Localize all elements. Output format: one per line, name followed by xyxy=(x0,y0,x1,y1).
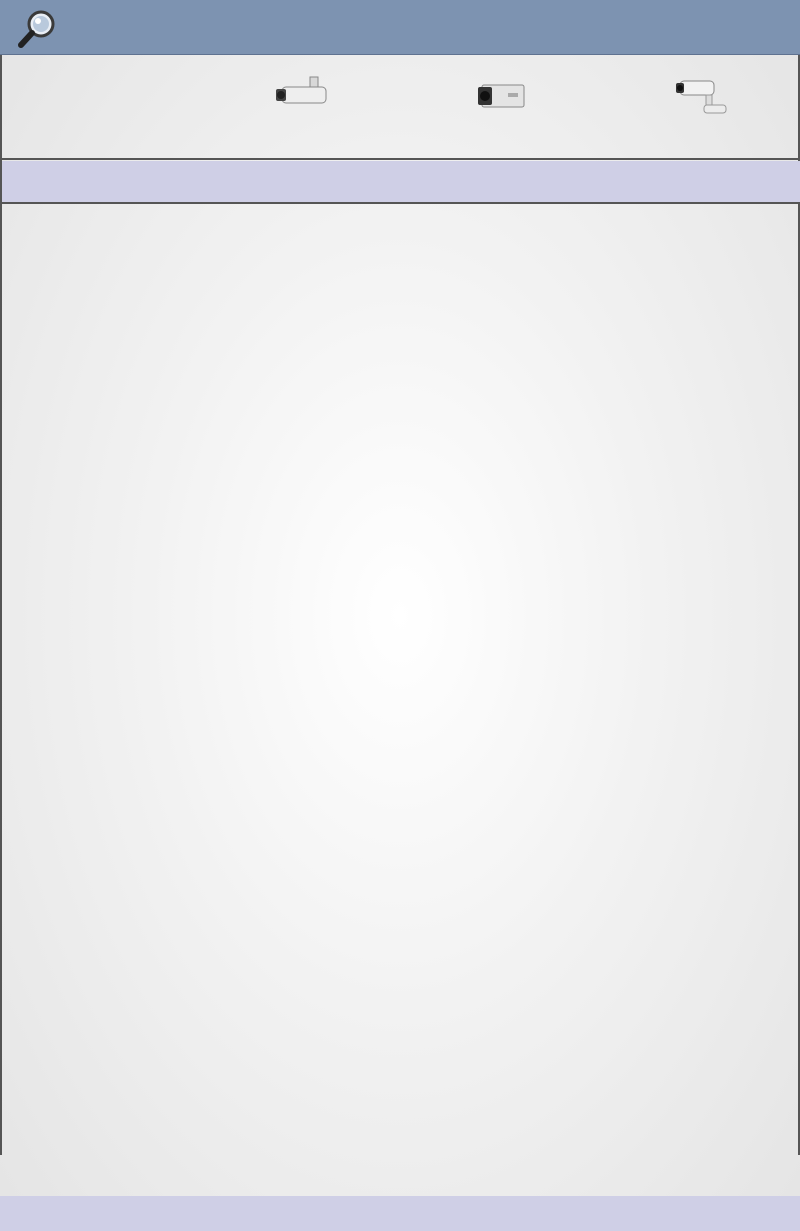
model-column-2[interactable] xyxy=(402,55,602,160)
model-column-1[interactable] xyxy=(202,55,402,160)
page-indicator-bar xyxy=(0,1196,800,1231)
bullet-camera-bracket-icon xyxy=(672,75,734,117)
magnifier-icon[interactable] xyxy=(17,8,59,50)
title-bar xyxy=(0,0,800,55)
model-column-3[interactable] xyxy=(602,55,800,160)
section-header-camera xyxy=(2,161,800,204)
comparison-table xyxy=(0,55,800,1155)
model-header-row xyxy=(2,55,800,160)
box-camera-icon xyxy=(472,75,534,117)
bullet-camera-icon xyxy=(272,75,334,117)
